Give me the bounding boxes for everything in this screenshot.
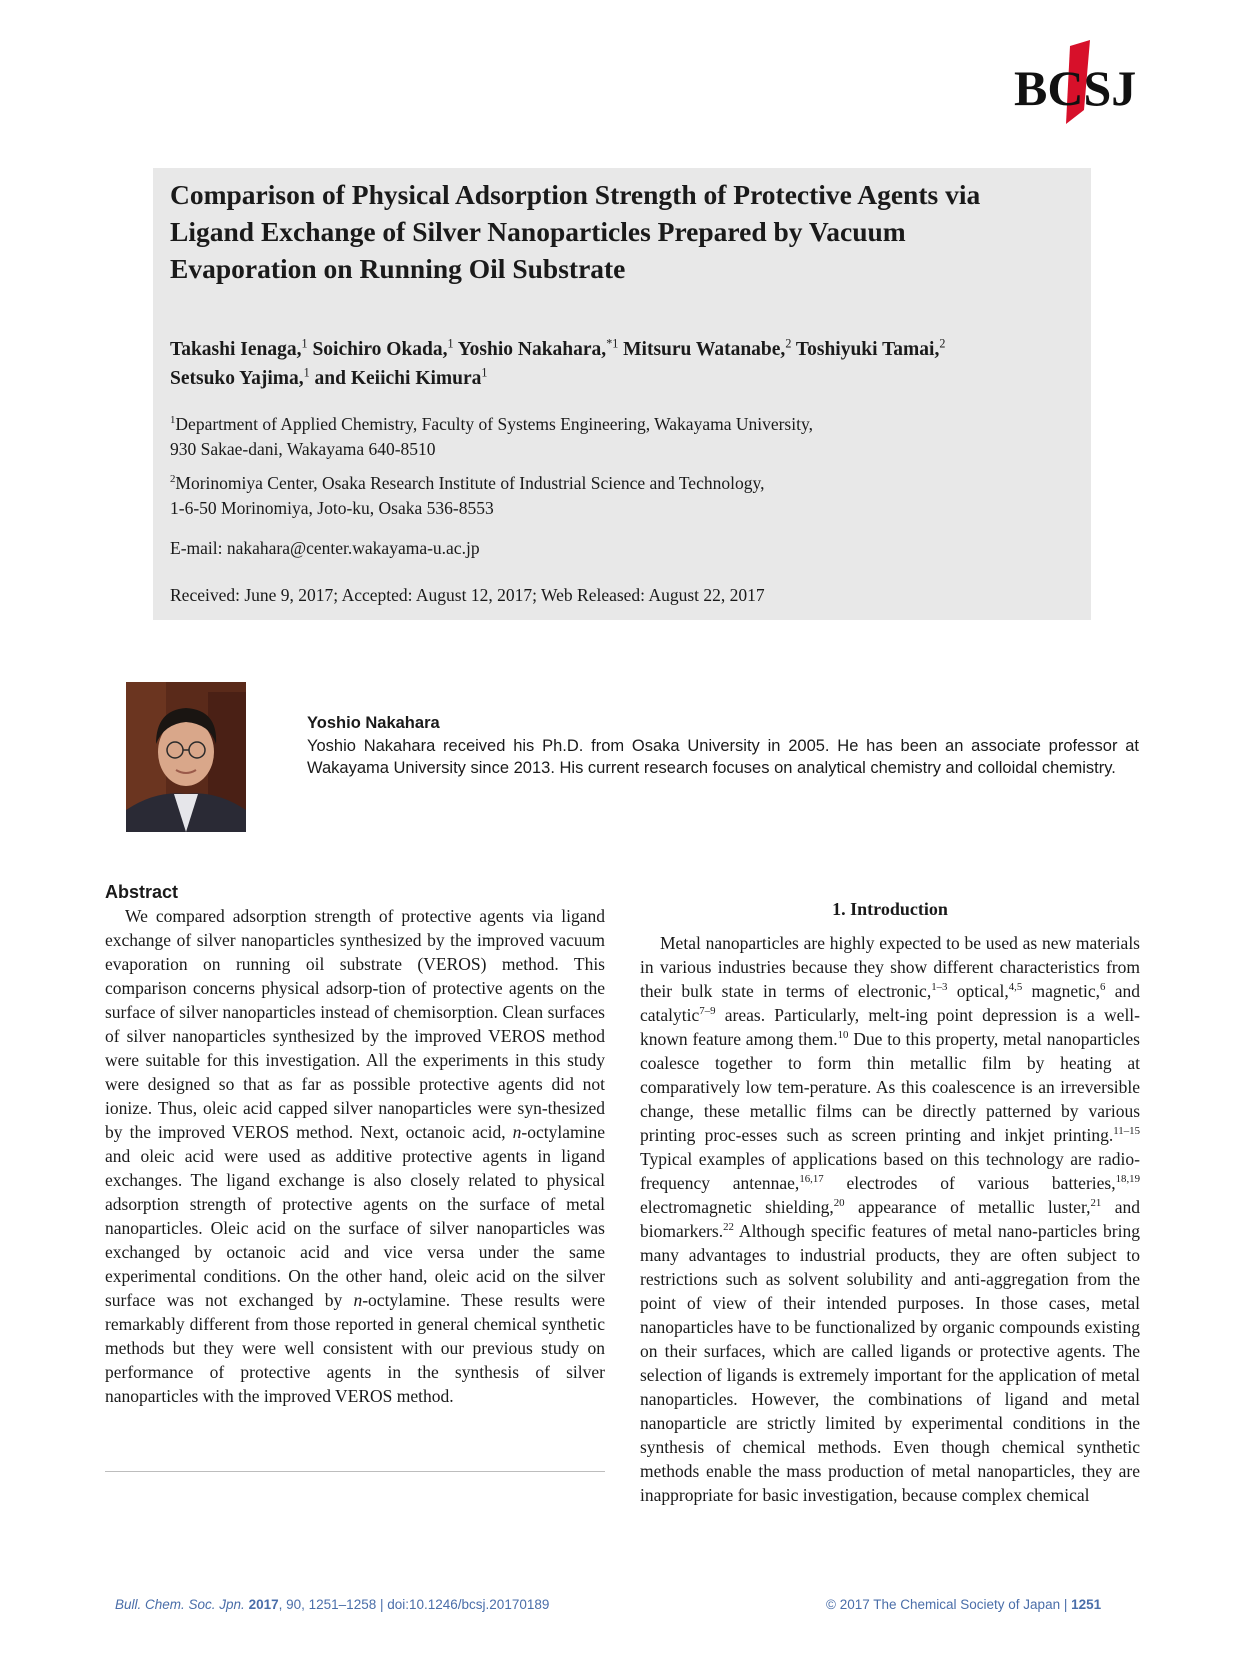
citation-ref: 18,19 xyxy=(1115,1173,1140,1186)
footer-year: 2017 xyxy=(248,1597,279,1612)
author-name: Mitsuru Watanabe, xyxy=(623,339,786,360)
title-line-1: Comparison of Physical Adsorption Strength of Protective Agents via xyxy=(170,179,981,210)
bio-name: Yoshio Nakahara xyxy=(307,714,440,732)
citation-ref: 1–3 xyxy=(931,981,948,994)
introduction-text: Metal nanoparticles are highly expected to be used as new materials in various industries because they show different characteristics from their bulk state in terms of electronic,$^{1-3}$ optical,$^{4,5}$ magnetic,$^6$ and catalytic$^{7-9}$ areas. Particularly, melt-ing point depression is a well-known feature among them.$^{10}$ Due to this property, metal nanoparticles coalesce together to form thin metallic film by heating at comparatively low tem-perature. As this coalescence is an irreversible change, these metallic films can be directly patterned by various printing proc-esses such as screen printing and inkjet printing.$^{11-15}$ Typical examples of applications based on this technology are radio-frequency antennae,$^{16,17}$ electrodes of various batteries,$^{18,19}$ electromagnetic shielding,$^{20}$ appearance of metallic luster,$^{21}$ and biomarkers.$^{22}$ Although specific features of metal nano-particles bring many advantages to industrial products, they are often subject to restrictions such as solvent solubility and anti-aggregation from the point of view of their intended purposes. In those cases, metal nanoparticles have to be functionalized by organic compounds existing on their surfaces, which are called ligands or protective agents. The selection of ligands is extremely important for the application of metal nanoparticles. However, the combinations of ligand and metal nanoparticle are strictly limited by experimental conditions in the synthesis of chemical methods. Even though chemical synthetic methods enable the mass production of metal nanoparticles, they are inappropriate for basic investigation, because complex chemical xyxy=(640,933,1140,1505)
affiliation-mark: 1 xyxy=(170,414,176,427)
citation-ref: 6 xyxy=(1100,981,1106,994)
abstract-section xyxy=(105,880,605,1408)
affiliation-1 xyxy=(170,412,1050,462)
author-name: Yoshio Nakahara, xyxy=(457,339,607,360)
author-affiliation-mark: 1 xyxy=(481,365,488,380)
citation-ref: 20 xyxy=(833,1197,845,1210)
affiliation-2 xyxy=(170,471,1050,521)
abstract-text: We compared adsorption strength of protective agents via ligand exchange of silver nanoparticles synthesized by the improved vacuum evaporation on running oil substrate (VEROS) method. This comparison concerns physical adsorp-tion of protective agents on the surface of silver nanoparticles instead of chemisorption. Clean surfaces of silver nanoparticles synthesized by the improved VEROS method were suitable for this investigation. All the experiments in this study were designed so that as far as possible protective agents did not ionize. Thus, oleic acid capped silver nanoparticles were syn-thesized by the improved VEROS method. Next, octanoic acid, n-octylamine and oleic acid were used as additive protective agents in ligand exchanges. The ligand exchange is also closely related to physical adsorption strength of protective agents on the surface of metal nanoparticles. Oleic acid on the surface of silver nanoparticles was exchanged by octanoic acid and vice versa under the same experimental conditions. On the other hand, oleic acid on the silver surface was not exchanged by n-octylamine. These results were remarkably different from those reported in general chemical synthetic methods but they were well consistent with our previous study on performance of protective agents in the synthesis of silver nanoparticles with the improved VEROS method. xyxy=(105,906,605,1406)
author-portrait-icon xyxy=(126,682,246,832)
citation-ref: 7–9 xyxy=(699,1005,716,1018)
title-line-2: Ligand Exchange of Silver Nanoparticles Prepared by Vacuum xyxy=(170,216,906,247)
article-title xyxy=(170,176,1070,287)
author-affiliation-mark: *1 xyxy=(606,336,619,351)
affiliation-line: Morinomiya Center, Osaka Research Institute of Industrial Science and Technology, xyxy=(175,473,765,493)
author-name: Toshiyuki Tamai, xyxy=(795,339,940,360)
email-line xyxy=(170,536,1050,561)
author-name: and Keiichi Kimura xyxy=(314,368,482,389)
author-affiliation-mark: 1 xyxy=(301,336,308,351)
journal-logo xyxy=(1010,40,1140,130)
footer-citation xyxy=(115,1597,549,1612)
affiliation-mark: 2 xyxy=(170,473,176,486)
author-list xyxy=(170,335,1070,393)
abstract-heading: Abstract xyxy=(105,882,179,902)
logo-text: BCSJ xyxy=(1014,60,1137,116)
affiliation-address: 1-6-50 Morinomiya, Joto-ku, Osaka 536-8553 xyxy=(170,498,494,518)
affiliation-address: 930 Sakae-dani, Wakayama 640-8510 xyxy=(170,439,436,459)
introduction-heading: 1. Introduction xyxy=(832,899,948,919)
citation-ref: 22 xyxy=(723,1221,734,1234)
dates-line xyxy=(170,583,1050,608)
title-line-3: Evaporation on Running Oil Substrate xyxy=(170,253,626,284)
bcsj-logo-icon xyxy=(1010,40,1140,130)
citation-ref: 11–15 xyxy=(1113,1125,1140,1138)
bio-text: Yoshio Nakahara received his Ph.D. from Osaka University in 2005. He has been an associate professor at Wakayama University since 2013. His current research focuses on analytical chemistry and colloidal chemistry. xyxy=(307,736,1139,777)
footer-volume-doi: , 90, 1251–1258 | doi:10.1246/bcsj.20170189 xyxy=(278,1597,550,1612)
author-line-2 xyxy=(170,364,1070,393)
citation-ref: 16,17 xyxy=(799,1173,824,1186)
author-name: Soichiro Okada, xyxy=(312,339,448,360)
author-affiliation-mark: 1 xyxy=(303,365,310,380)
footer-copyright xyxy=(826,1597,1101,1612)
citation-ref: 10 xyxy=(837,1029,849,1042)
author-affiliation-mark: 1 xyxy=(447,336,454,351)
copyright-text: © 2017 The Chemical Society of Japan | xyxy=(826,1597,1072,1612)
author-bio xyxy=(307,712,1139,780)
citation-ref: 21 xyxy=(1090,1197,1102,1210)
author-photo xyxy=(126,682,246,832)
author-name: Takashi Ienaga, xyxy=(170,339,302,360)
author-line-1 xyxy=(170,335,1070,364)
article-dates: Received: June 9, 2017; Accepted: August 12, 2017; Web Released: August 22, 2017 xyxy=(170,585,765,605)
author-affiliation-mark: 2 xyxy=(785,336,792,351)
abstract-divider xyxy=(105,1471,605,1472)
author-affiliation-mark: 2 xyxy=(939,336,946,351)
author-name: Setsuko Yajima, xyxy=(170,368,304,389)
journal-abbrev: Bull. Chem. Soc. Jpn. xyxy=(115,1597,245,1612)
author-email: E-mail: nakahara@center.wakayama-u.ac.jp xyxy=(170,538,480,558)
page-number: 1251 xyxy=(1071,1597,1102,1612)
introduction-section xyxy=(640,897,1140,1507)
affiliation-line: Department of Applied Chemistry, Faculty of Systems Engineering, Wakayama University, xyxy=(175,414,813,434)
citation-ref: 4,5 xyxy=(1008,981,1023,994)
